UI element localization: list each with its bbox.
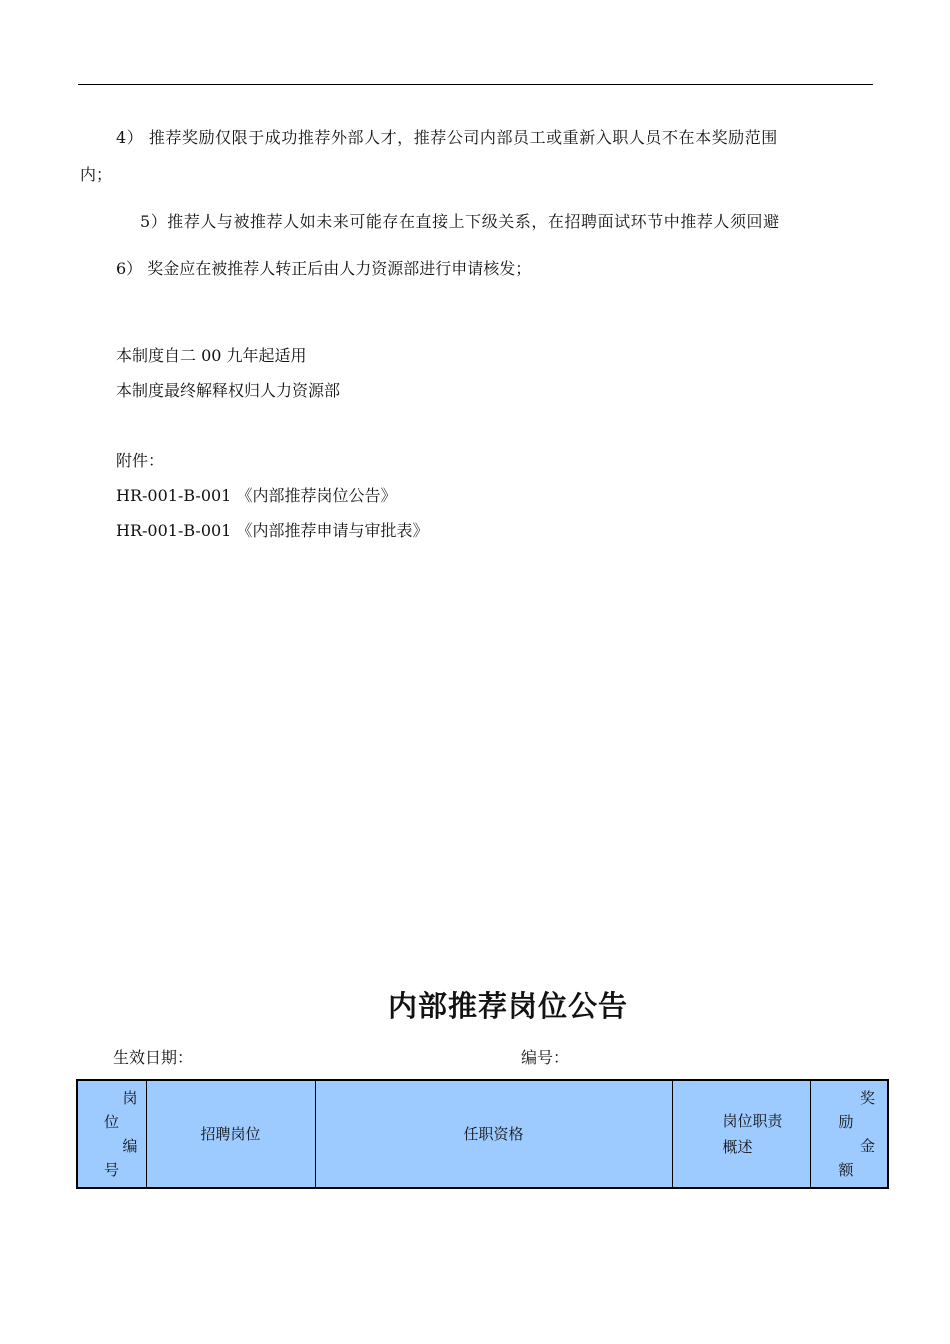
col-post-number-char: 号: [104, 1161, 120, 1179]
attachment-item: HR-001-B-001 《内部推荐申请与审批表》: [116, 521, 429, 540]
policy-effective: 本制度自二 00 九年起适用: [116, 346, 307, 365]
col-qualification: 任职资格: [315, 1080, 672, 1188]
col-duty: [672, 1080, 810, 1188]
col-position: 招聘岗位: [146, 1080, 315, 1188]
rule-item-5: 5）推荐人与被推荐人如未来可能存在直接上下级关系，在招聘面试环节中推荐人须回避: [140, 212, 780, 231]
col-reward-char: 金: [859, 1137, 875, 1155]
policy-interpretation: 本制度最终解释权归人力资源部: [116, 381, 341, 400]
col-reward-char: 额: [838, 1161, 854, 1179]
post-table: [76, 1079, 889, 1189]
col-reward-char: 励: [838, 1113, 854, 1131]
col-reward-char: 奖: [859, 1089, 875, 1107]
rule-item-6: 6） 奖金应在被推荐人转正后由人力资源部进行申请核发；: [116, 259, 532, 278]
attachment-item: HR-001-B-001 《内部推荐岗位公告》: [116, 486, 397, 505]
effective-date-label: 生效日期：: [113, 1048, 194, 1067]
col-reward: [810, 1080, 888, 1188]
col-post-number-char: 编: [122, 1137, 138, 1155]
rule-item-4-line1: 4） 推荐奖励仅限于成功推荐外部人才，推荐公司内部员工或重新入职人员不在本奖励范围: [116, 128, 778, 147]
notice-title: 内部推荐岗位公告: [387, 989, 628, 1023]
number-label: 编号：: [521, 1048, 570, 1067]
table-header-row: [77, 1080, 888, 1188]
col-duty-line: 概述: [722, 1138, 753, 1156]
col-post-number-char: 岗: [122, 1089, 138, 1107]
col-post-number-char: 位: [104, 1113, 120, 1131]
col-post-number: [77, 1080, 146, 1188]
attachments-label: 附件：: [116, 451, 165, 470]
header-rule: [78, 84, 873, 85]
col-duty-line: 岗位职责: [722, 1112, 783, 1130]
rule-item-4-line2: 内；: [80, 165, 113, 184]
